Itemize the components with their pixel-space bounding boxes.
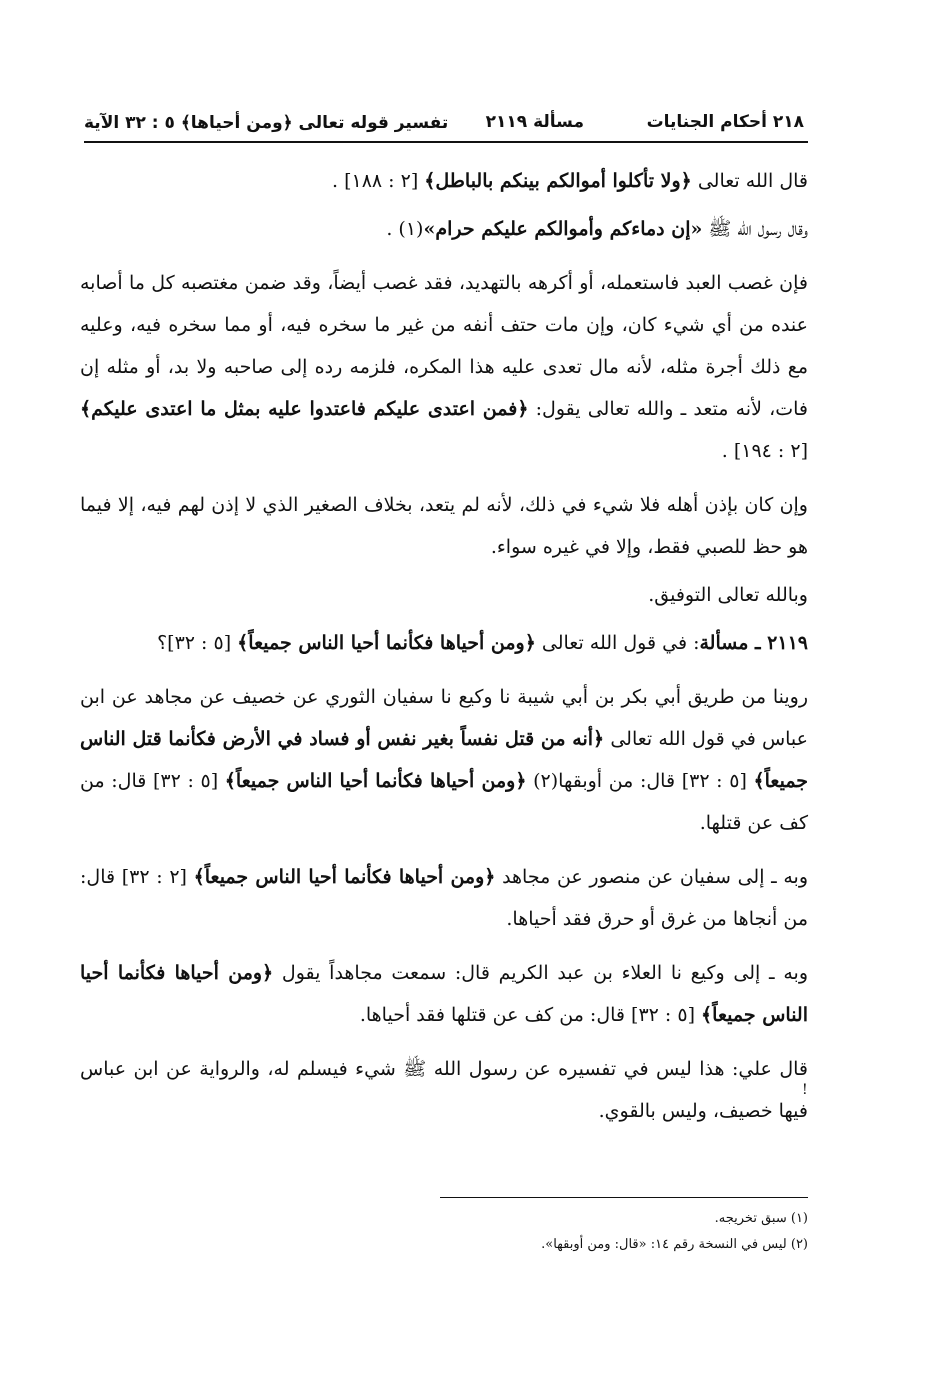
paragraph-mujahid-2 <box>80 952 808 1036</box>
quran-quote: ﴿ومن أحياها فكأنما أحيا الناس جميعاً﴾ <box>224 770 527 792</box>
text-run: وبالله تعالى التوفيق. <box>648 584 808 606</box>
quran-quote: ﴿ولا تأكلوا أموالكم بينكم بالباطل﴾ <box>424 170 692 192</box>
verse-reference: [٢ : ١٨٨] . <box>331 170 425 192</box>
verse-reference: [٢ : ١٩٤] . <box>721 440 808 462</box>
text-run: قال علي: هذا ليس في تفسيره عن رسول الله ﷺ شيء فيسلم له، والرواية عن ابن عباس فيها خصيف، وليس بالقوي. <box>80 1058 808 1122</box>
text-run: : في قول الله تعالى <box>535 632 700 654</box>
footnote-ref: (١) . <box>386 218 424 240</box>
quran-quote: ﴿أنه من قتل نفساً بغير نفس أو فساد في الأرض فكأنما قتل الناس جميعاً﴾ <box>80 728 809 792</box>
main-text <box>80 160 808 1144</box>
paragraph-hadith <box>80 208 808 250</box>
text-run: وبه ـ إلى وكيع نا العلاء بن عبد الكريم قال: سمعت مجاهداً يقول <box>273 962 808 984</box>
text-run: وإن كان بإذن أهله فلا شيء في ذلك، لأنه لم يتعد، بخلاف الصغير الذي لا إذن لهم فيه، إلا فيما هو حظ للصبي فقط، وإلا في غيره سواء. <box>80 494 808 558</box>
paragraph-ibn-abbas <box>80 676 808 844</box>
quran-quote: ﴿ومن أحياها فكأنما أحيا الناس جميعاً﴾ <box>193 866 496 888</box>
text-run: قال الله تعالى <box>691 170 808 192</box>
header-issue-number: مسألة ٢١١٩ <box>485 112 584 132</box>
hadith-quote: «إن دماءكم وأموالكم عليكم حرام» <box>423 218 703 240</box>
paragraph-ali-comment <box>80 1048 808 1132</box>
text-run: [٥ : ٣٢] قال: من كف عن قتلها. <box>80 770 808 834</box>
header-rule <box>84 141 808 143</box>
text-run: وبه ـ إلى سفيان عن منصور عن مجاهد <box>495 866 809 888</box>
text-run: فإن غصب العبد فاستعمله، أو أكرهه بالتهديد، فقد غصب أيضاً، وقد ضمن مغتصبه كل ما أصابه عنده من أي شيء كان، وإن مات حتف أنفه من غير ما سخره فيه، أو مما سخره فيه، وعليه مع ذلك أجرة مثله، لأنه مال تعدى عليه هذا المكره، فلزمه رده إلى صاحبه ولا بد، أو مثله إن فات، لأنه متعد ـ والله تعالى يقول: <box>80 272 808 420</box>
running-header <box>84 108 804 138</box>
paragraph-slave-usurpation <box>80 262 808 472</box>
quran-quote: ﴿ومن أحياها فكأنما أحيا الناس جميعاً﴾ <box>237 632 536 654</box>
text-run: روينا من طريق أبي بكر بن أبي شيبة نا وكيع نا سفيان الثوري عن خصيف عن مجاهد عن ابن عباس في قول الله تعالى <box>80 686 808 750</box>
issue-heading <box>80 622 808 664</box>
quran-quote: ﴿ومن أحياها فكأنما أحيا الناس جميعاً﴾ <box>80 962 808 1026</box>
text-run: [٢ : ٣٢] قال: من أنجاها من غرق أو حرق فقد أحياها. <box>80 866 808 930</box>
footnotes <box>440 1206 808 1258</box>
footnote-rule <box>440 1197 808 1198</box>
text-run: [٥ : ٣٢] قال: من كف عن قتلها فقد أحياها. <box>359 1004 702 1026</box>
header-page-and-book: ٢١٨ أحكام الجنايات <box>646 112 804 132</box>
verse-reference: [٥ : ٣٢]؟ <box>157 632 238 654</box>
text-run: [٥ : ٣٢] قال: من أوبقها(٢) <box>526 770 754 792</box>
paragraph-closing <box>80 574 808 616</box>
footnote-2: (٢) ليس في النسخة رقم ١٤: «قال: ومن أوبقها». <box>541 1237 808 1252</box>
footnote-1: (١) سبق تخريجه. <box>714 1211 808 1226</box>
paragraph-quran-verse <box>80 160 808 202</box>
quran-quote: ﴿فمن اعتدى عليكم فاعتدوا عليه بمثل ما اعتدى عليكم﴾ <box>80 398 529 420</box>
paragraph-mujahid-1 <box>80 856 808 940</box>
header-tafsir-title: تفسير قوله تعالى ﴿ومن أحياها﴾ ٥ : ٣٢ الآية <box>84 113 449 133</box>
paragraph-with-permission <box>80 484 808 568</box>
margin-mark: ! <box>802 1082 808 1098</box>
text-run: وقال رسول الله ﷺ <box>702 218 808 240</box>
issue-number: ٢١١٩ ـ مسألة <box>699 632 808 654</box>
